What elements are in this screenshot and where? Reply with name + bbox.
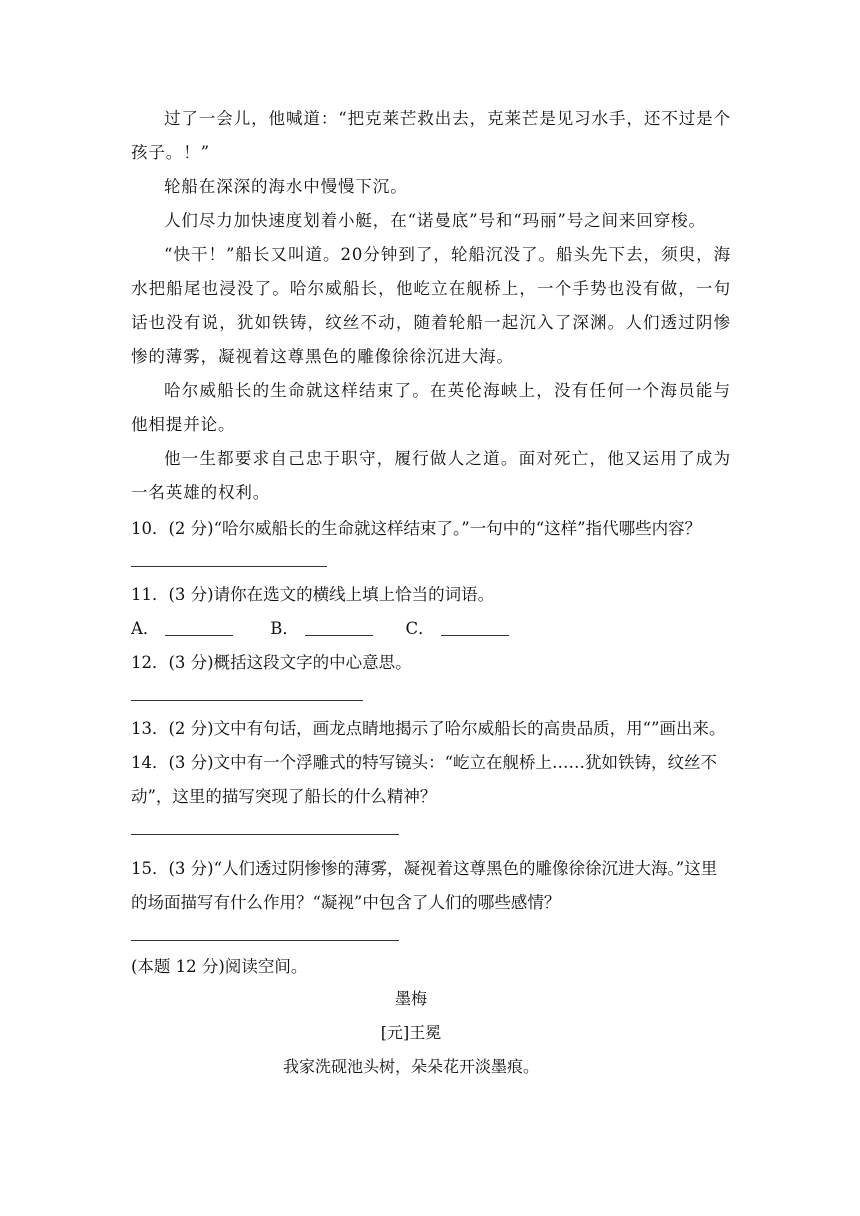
option-b[interactable]: B．: [270, 612, 400, 646]
question-13: 13．(2 分)文中有句话，画龙点睛地揭示了哈尔威船长的高贵品质，用“”画出来。: [131, 719, 726, 738]
poem-line: 我家洗砚池头树，朵朵花开淡墨痕。: [282, 1057, 539, 1076]
option-a[interactable]: A．: [131, 612, 265, 646]
answer-line-10[interactable]: [131, 546, 731, 578]
passage-paragraph: 哈尔威船长的生命就这样结束了。在英伦海峡上，没有任何一个海员能与他相提并论。: [131, 381, 731, 434]
passage-paragraph: 轮船在深深的海水中慢慢下沉。: [164, 177, 408, 196]
passage-paragraph: “快干！”船长又叫道。20分钟到了，轮船沉没了。船头先下去，须臾，海水把船尾也浸没了。哈尔威船长，他屹立在舰桥上，一个手势也没有做，一句话也没有说，犹如铁铸，纹丝不动，随着轮船一起沉入了深渊。人们透过阴惨惨的薄雾，凝视着这尊黑色的雕像徐徐沉进大海。: [131, 245, 731, 366]
poem-title: 墨梅: [394, 989, 427, 1008]
question-11: 11．(3 分)请你在选文的横线上填上恰当的词语。: [131, 585, 495, 604]
question-15: 15．(3 分)“人们透过阴惨惨的薄雾，凝视着这尊黑色的雕像徐徐沉进大海。”这里的场面描写有什么作用？“凝视”中包含了人们的哪些感情？: [131, 859, 718, 912]
passage-paragraph: 他一生都要求自己忠于职守，履行做人之道。面对死亡，他又运用了成为一名英雄的权利。: [131, 449, 731, 502]
question-12: 12．(3 分)概括这段文字的中心意思。: [131, 653, 412, 672]
question-10: 10．(2 分)“哈尔威船长的生命就这样结束了。”一句中的“这样”指代哪些内容？: [131, 519, 702, 538]
poem: [131, 982, 691, 1084]
answer-line-12[interactable]: [131, 680, 731, 712]
reading-passage: [131, 102, 731, 510]
blank-b[interactable]: [305, 619, 373, 636]
passage-paragraph: 过了一会儿，他喊道：“把克莱芒救出去，克莱芒是见习水手，还不过是个孩子。！”: [131, 109, 731, 162]
answer-line-15[interactable]: [131, 920, 731, 952]
blank-c[interactable]: [441, 619, 509, 636]
question-list: [131, 512, 731, 952]
poem-author: [元]王冕: [380, 1023, 442, 1042]
question-11-options: [131, 612, 731, 646]
passage-paragraph: 人们尽力加快速度划着小艇，在“诺曼底”号和“玛丽”号之间来回穿梭。: [164, 211, 706, 230]
question-14: 14．(3 分)文中有一个浮雕式的特写镜头：“屹立在舰桥上……犹如铁铸，纹丝不动”，这里的描写突现了船长的什么精神？: [131, 753, 718, 806]
blank-a[interactable]: [165, 619, 233, 636]
option-c[interactable]: C．: [406, 612, 509, 646]
answer-line-14[interactable]: [131, 814, 731, 846]
section-intro: (本题 12 分)阅读空间。: [131, 957, 308, 976]
